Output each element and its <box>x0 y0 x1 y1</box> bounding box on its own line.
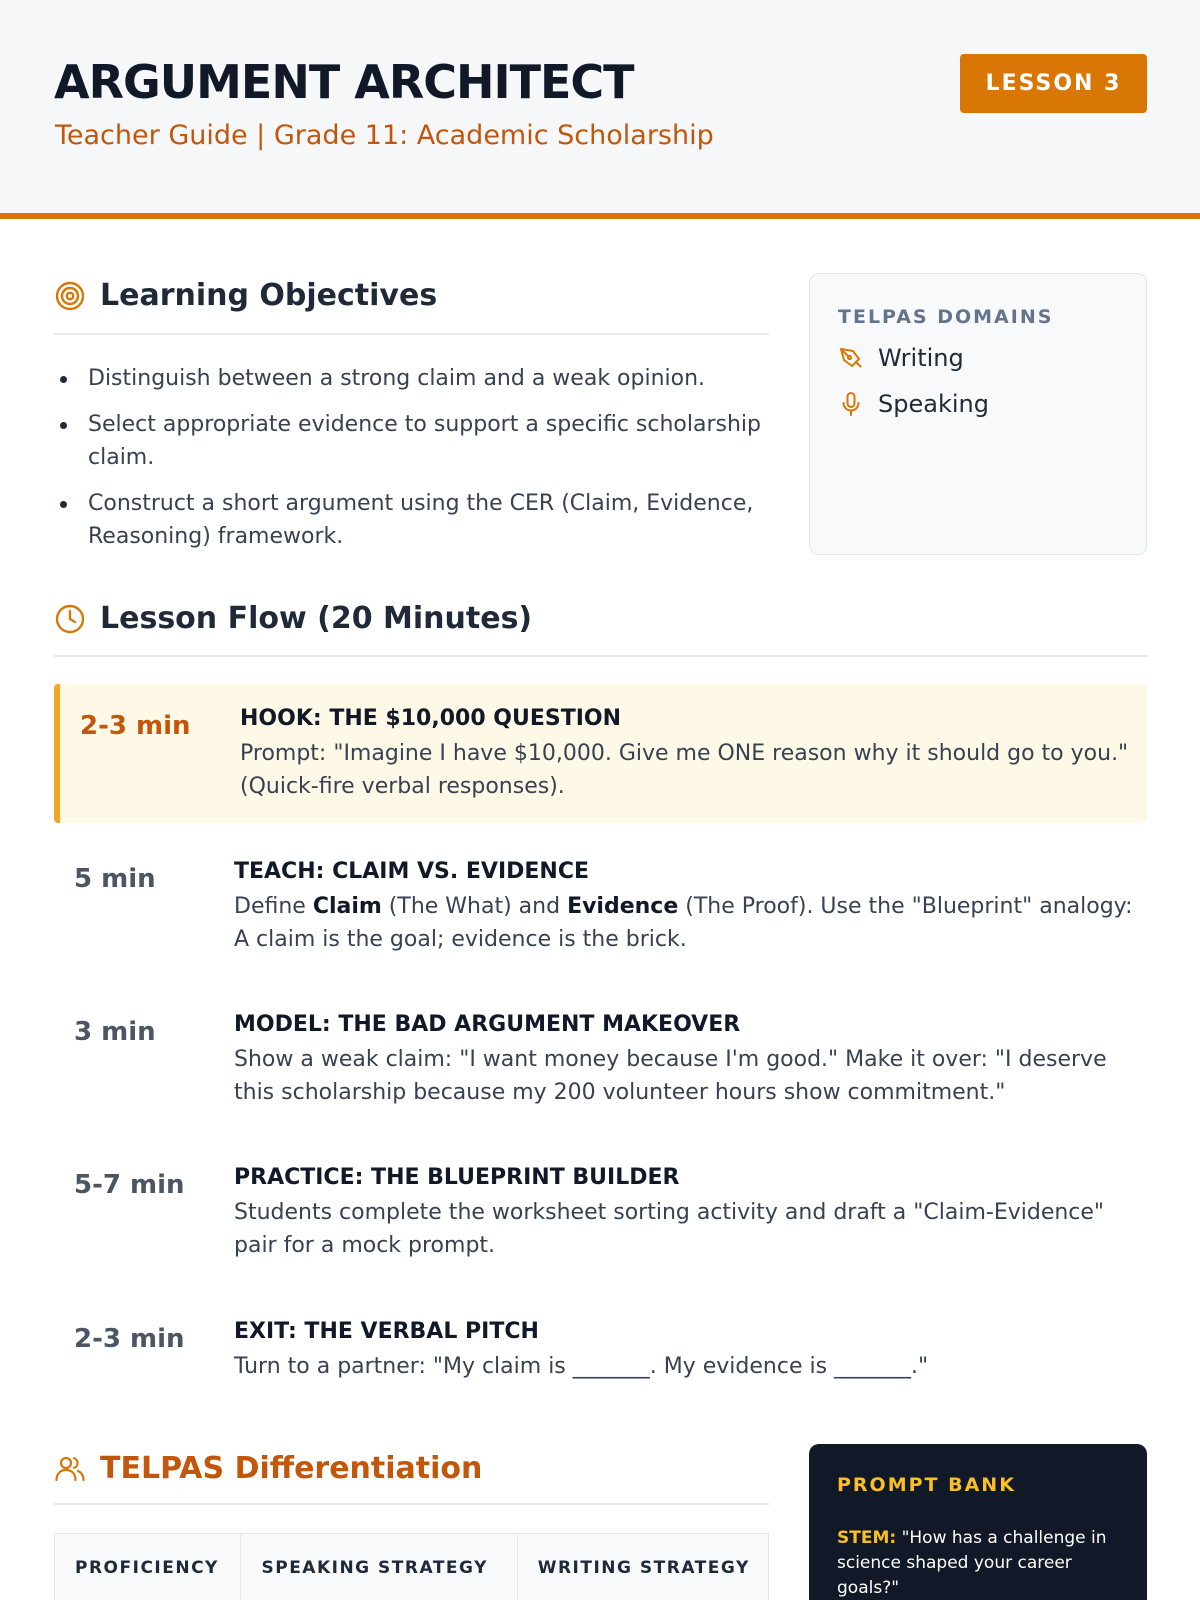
claim-term: Claim <box>312 894 382 919</box>
microphone-icon <box>838 391 864 417</box>
list-item <box>60 487 775 553</box>
lesson-flow-divider <box>54 655 1147 657</box>
users-icon <box>54 1453 86 1485</box>
objectives-divider <box>54 333 769 335</box>
domain-label: Speaking <box>878 390 989 418</box>
step-time: 2-3 min <box>80 711 191 741</box>
step-body: Turn to a partner: "My claim is _______. My evidence is _______." <box>234 1354 929 1379</box>
objective-text: Select appropriate evidence to support a specific scholarship claim. <box>88 412 761 470</box>
lesson-badge: LESSON 3 <box>960 54 1147 113</box>
step-time: 2-3 min <box>74 1324 185 1354</box>
differentiation-heading <box>54 1451 482 1486</box>
table-header-proficiency: PROFICIENCY <box>55 1534 241 1600</box>
bullet <box>60 501 67 508</box>
clock-icon <box>54 603 86 635</box>
flow-step-teach <box>54 837 1147 977</box>
page-title: ARGUMENT ARCHITECT <box>54 55 634 109</box>
step-time: 5-7 min <box>74 1170 185 1200</box>
evidence-term: Evidence <box>567 894 679 919</box>
step-body: Show a weak claim: "I want money because I'm good." Make it over: "I deserve this scholarship because my 200 volunteer hours show commitment." <box>234 1047 1107 1105</box>
objectives-heading <box>54 278 437 313</box>
domain-item-speaking <box>838 390 989 418</box>
bullet <box>60 422 67 429</box>
page-header <box>0 0 1200 216</box>
body-text: Define <box>234 894 313 919</box>
stem-label: STEM: <box>837 1528 897 1548</box>
list-item <box>60 362 775 395</box>
step-time: 5 min <box>74 864 156 894</box>
objective-text: Construct a short argument using the CER (Claim, Evidence, Reasoning) framework. <box>88 491 754 549</box>
lesson-flow-heading <box>54 601 532 636</box>
page-subtitle: Teacher Guide | Grade 11: Academic Scholarship <box>55 120 714 151</box>
header-divider <box>0 213 1200 219</box>
list-item <box>60 408 775 474</box>
step-heading: HOOK: THE $10,000 QUESTION <box>240 706 622 731</box>
objectives-list <box>60 362 775 566</box>
bullet <box>60 376 67 383</box>
telpas-domains-card <box>809 273 1147 555</box>
prompt-bank-label: PROMPT BANK <box>837 1474 1016 1496</box>
step-heading: PRACTICE: THE BLUEPRINT BUILDER <box>234 1165 680 1190</box>
flow-step-hook <box>54 684 1147 823</box>
body-text: (The Proof). Use the "Blueprint" analogy: A claim is the goal; evidence is the brick. <box>234 894 1133 952</box>
step-heading: MODEL: THE BAD ARGUMENT MAKEOVER <box>234 1012 741 1037</box>
differentiation-table <box>54 1533 769 1600</box>
stem-text: "How has a challenge in science shaped your career goals?" <box>837 1528 1107 1598</box>
flow-step-practice <box>54 1143 1147 1283</box>
prompt-bank-card <box>809 1444 1147 1600</box>
table-header-speaking: SPEAKING STRATEGY <box>241 1534 517 1600</box>
flow-step-exit <box>54 1297 1147 1402</box>
step-time: 3 min <box>74 1017 156 1047</box>
differentiation-divider <box>54 1503 769 1505</box>
step-heading: TEACH: CLAIM VS. EVIDENCE <box>234 859 590 884</box>
flow-step-model <box>54 990 1147 1130</box>
step-heading: EXIT: THE VERBAL PITCH <box>234 1319 539 1344</box>
body-text: (The What) and <box>381 894 568 919</box>
differentiation-title: TELPAS Differentiation <box>100 1451 483 1486</box>
step-body: Prompt: "Imagine I have $10,000. Give me ONE reason why it should go to you." (Quick-fire verbal responses). <box>240 741 1129 799</box>
step-body: Students complete the worksheet sorting activity and draft a "Claim-Evidence" pair for a mock prompt. <box>234 1200 1105 1258</box>
step-body <box>234 890 1134 956</box>
lesson-flow-title: Lesson Flow (20 Minutes) <box>100 601 533 636</box>
objective-text: Distinguish between a strong claim and a weak opinion. <box>88 366 706 391</box>
prompt-stem <box>837 1526 1127 1600</box>
domains-label: TELPAS DOMAINS <box>838 306 1054 328</box>
domain-label: Writing <box>878 344 964 372</box>
domain-item-writing <box>838 344 964 372</box>
target-icon <box>54 280 86 312</box>
table-header-writing: WRITING STRATEGY <box>537 1558 750 1578</box>
objectives-title: Learning Objectives <box>100 278 438 313</box>
pen-icon <box>838 345 864 371</box>
